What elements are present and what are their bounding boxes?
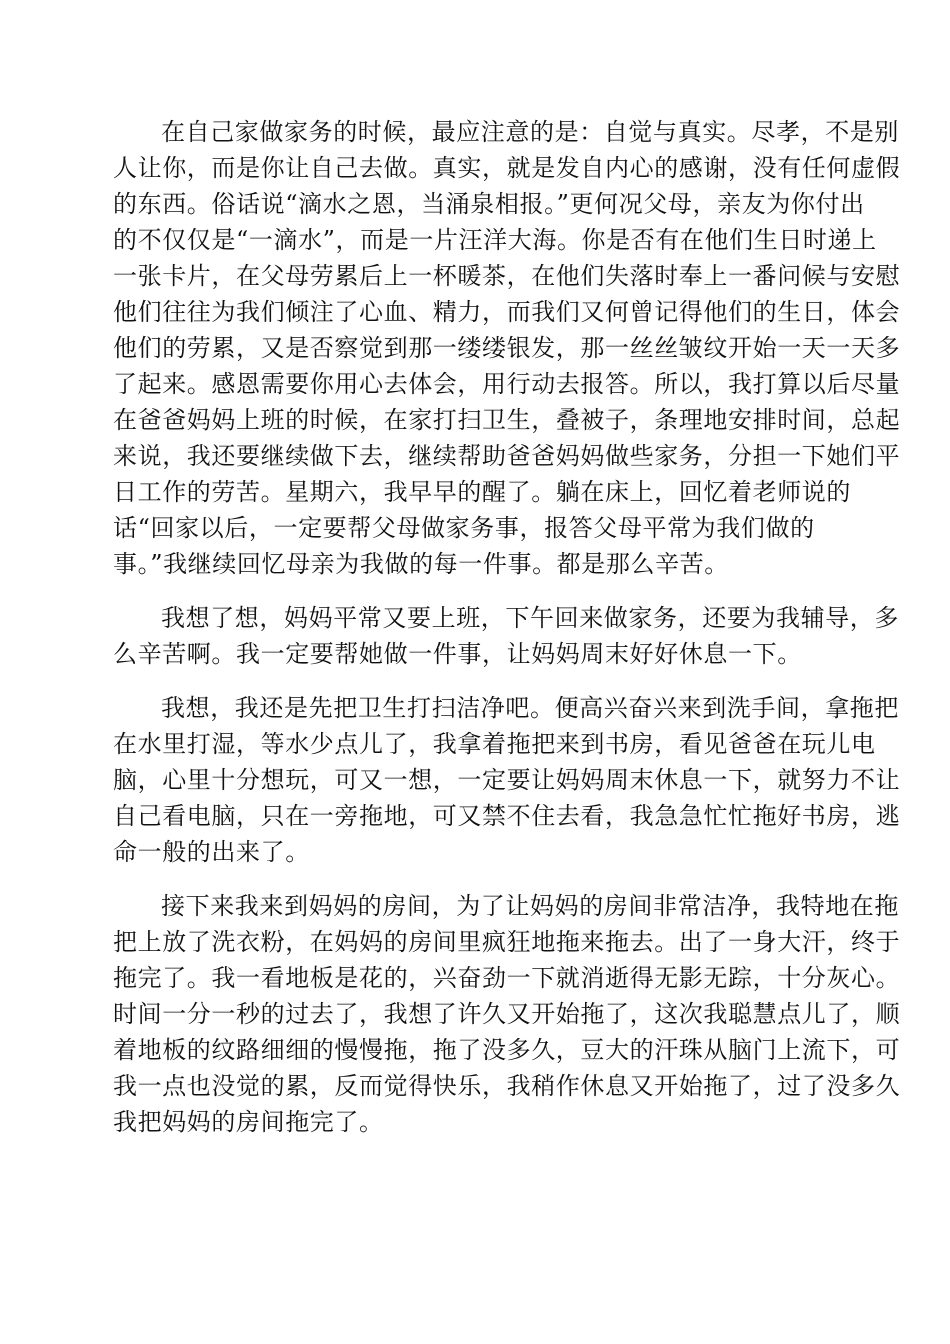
paragraph-line: 我想了想，妈妈平常又要上班，下午回来做家务，还要为我辅导，多 [161, 604, 899, 632]
paragraph-line: 在水里打湿，等水少点儿了，我拿着拖把来到书房，看见爸爸在玩儿电 [113, 730, 876, 758]
paragraph-line: 人让你，而是你让自己去做。真实，就是发自内心的感谢，没有任何虚假 [113, 154, 901, 182]
paragraph-line: 脑，心里十分想玩，可又一想，一定要让妈妈周末休息一下，就努力不让 [113, 766, 901, 794]
paragraph-line: 的东西。俗话说“滴水之恩，当涌泉相报。”更何况父母，亲友为你付出 [113, 190, 865, 218]
paragraph-4 [113, 888, 901, 1140]
paragraph-line: 接下来我来到妈妈的房间，为了让妈妈的房间非常洁净，我特地在拖 [161, 892, 899, 920]
paragraph-line: 话“回家以后，一定要帮父母做家务事，报答父母平常为我们做的 [113, 514, 815, 542]
paragraph-line: 来说，我还要继续做下去，继续帮助爸爸妈妈做些家务，分担一下她们平 [113, 442, 901, 470]
paragraph-line: 日工作的劳苦。星期六，我早早的醒了。躺在床上，回忆着老师说的 [113, 478, 851, 506]
paragraph-line: 了起来。感恩需要你用心去体会，用行动去报答。所以，我打算以后尽量 [113, 370, 901, 398]
paragraph-line: 他们的劳累，又是否察觉到那一缕缕银发，那一丝丝皱纹开始一天一天多 [113, 334, 901, 362]
paragraph-line: 在爸爸妈妈上班的时候，在家打扫卫生，叠被子，条理地安排时间，总起 [113, 406, 901, 434]
paragraph-line: 他们往往为我们倾注了心血、精力，而我们又何曾记得他们的生日，体会 [113, 298, 901, 326]
paragraph-line: 我想，我还是先把卫生打扫洁净吧。便高兴奋兴来到洗手间，拿拖把 [161, 694, 899, 722]
document-body [113, 114, 901, 1156]
paragraph-line: 么辛苦啊。我一定要帮她做一件事，让妈妈周末好好休息一下。 [113, 640, 802, 668]
paragraph-line: 我一点也没觉的累，反而觉得快乐，我稍作休息又开始拖了，过了没多久 [113, 1072, 901, 1100]
paragraph-line: 一张卡片，在父母劳累后上一杯暖茶，在他们失落时奉上一番问候与安慰 [113, 262, 901, 290]
paragraph-3 [113, 690, 901, 870]
paragraph-line: 的不仅仅是“一滴水”，而是一片汪洋大海。你是否有在他们生日时递上 [113, 226, 877, 254]
paragraph-2 [113, 600, 899, 672]
paragraph-line: 命一般的出来了。 [113, 838, 310, 866]
paragraph-line: 自己看电脑，只在一旁拖地，可又禁不住去看，我急急忙忙拖好书房，逃 [113, 802, 901, 830]
paragraph-line: 拖完了。我一看地板是花的，兴奋劲一下就消逝得无影无踪，十分灰心。 [113, 964, 901, 992]
paragraph-line: 在自己家做家务的时候，最应注意的是：自觉与真实。尽孝，不是别 [161, 118, 899, 146]
paragraph-line: 我把妈妈的房间拖完了。 [113, 1108, 384, 1136]
paragraph-1 [113, 114, 901, 582]
paragraph-line: 着地板的纹路细细的慢慢拖，拖了没多久，豆大的汗珠从脑门上流下，可 [113, 1036, 901, 1064]
paragraph-line: 事。”我继续回忆母亲为我做的每一件事。都是那么辛苦。 [113, 550, 729, 578]
paragraph-line: 把上放了洗衣粉，在妈妈的房间里疯狂地拖来拖去。出了一身大汗，终于 [113, 928, 901, 956]
paragraph-line: 时间一分一秒的过去了，我想了许久又开始拖了，这次我聪慧点儿了，顺 [113, 1000, 901, 1028]
